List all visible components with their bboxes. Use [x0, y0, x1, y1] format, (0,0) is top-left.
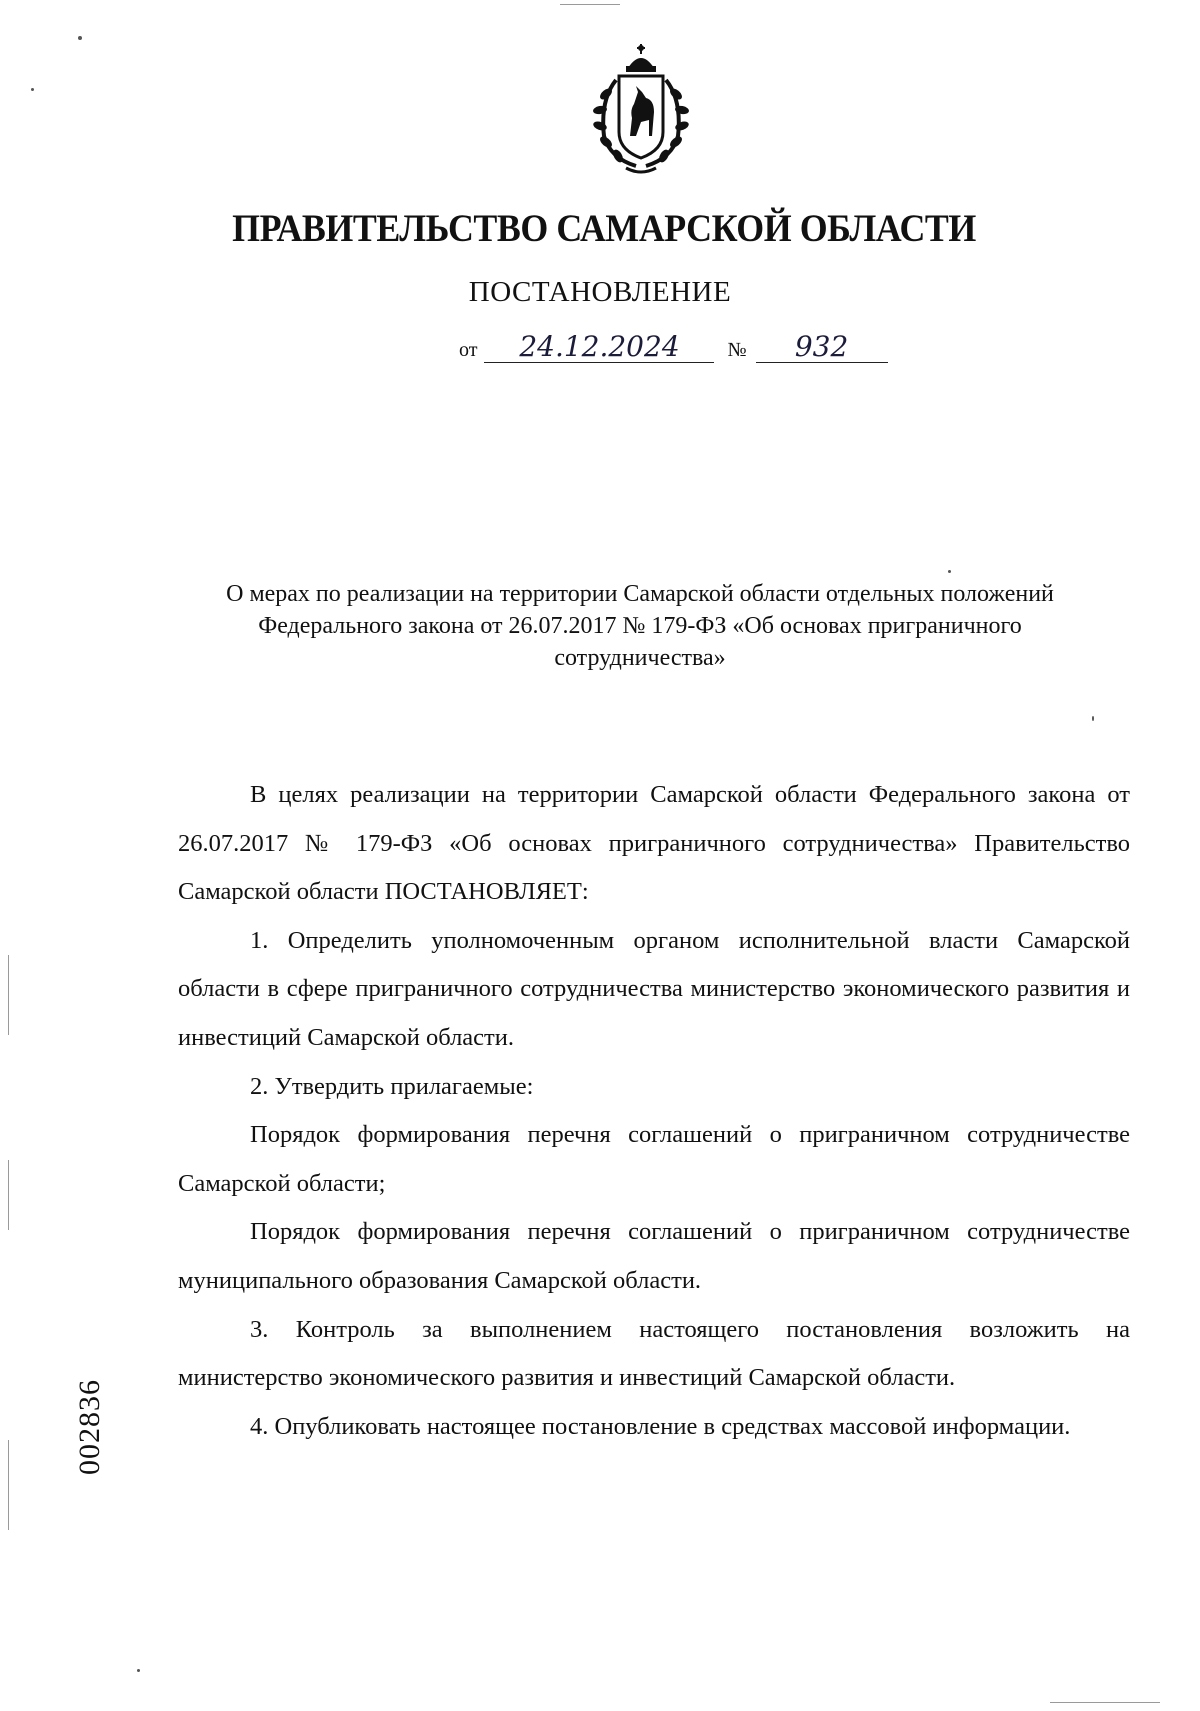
scan-edge-mark — [8, 1160, 9, 1230]
document-body — [178, 771, 1130, 1451]
scan-speck — [948, 570, 951, 573]
scan-edge-mark — [8, 1440, 9, 1530]
item-1-paragraph: 1. Определить уполномоченным органом исполнительной власти Самарской области в сфере приграничного сотрудничества министерство экономического развития и инвестиций Самарской области. — [178, 926, 1130, 1051]
document-type: ПОСТАНОВЛЕНИЕ — [468, 276, 732, 308]
scan-speck — [1092, 716, 1094, 721]
scan-edge-mark — [560, 4, 620, 5]
preamble-paragraph: В целях реализации на территории Самарской области Федерального закона от 26.07.2017 № 179-ФЗ «Об основах приграничного сотрудничества» Правительство Самарской области ПОСТАНОВЛЯЕТ: — [178, 781, 1130, 906]
scan-speck — [31, 88, 34, 91]
document-subject: О мерах по реализации на территории Самарской области отдельных положений Федерального закона от 26.07.2017 № 179-ФЗ «Об основах приграничного сотрудничества» — [226, 581, 1054, 671]
number-prefix: № — [727, 339, 747, 361]
government-title: ПРАВИТЕЛЬСТВО САМАРСКОЙ ОБЛАСТИ — [232, 207, 976, 250]
document-reference — [459, 332, 888, 363]
scan-speck — [137, 1669, 140, 1672]
samara-coat-of-arms-icon — [586, 40, 696, 180]
scan-speck — [78, 36, 82, 40]
scan-edge-mark — [8, 955, 9, 1035]
item-2-paragraph: 2. Утвердить прилагаемые: — [250, 1072, 534, 1100]
scan-edge-mark — [1050, 1702, 1160, 1703]
margin-stamp-number: 002836 — [73, 1379, 106, 1475]
item-4-paragraph: 4. Опубликовать настоящее постановление в средствах массовой информации. — [250, 1412, 1071, 1440]
item-3-paragraph: 3. Контроль за выполнением настоящего постановления возложить на министерство экономического развития и инвестиций Самарской области. — [178, 1315, 1130, 1392]
date-prefix: от — [459, 339, 478, 361]
handwritten-number: 932 — [756, 332, 888, 363]
handwritten-date: 24.12.2024 — [484, 332, 714, 363]
item-2a-paragraph: Порядок формирования перечня соглашений о приграничном сотрудничестве Самарской области; — [178, 1121, 1130, 1197]
item-2b-paragraph: Порядок формирования перечня соглашений о приграничном сотрудничестве муниципального образования Самарской области. — [178, 1218, 1130, 1294]
